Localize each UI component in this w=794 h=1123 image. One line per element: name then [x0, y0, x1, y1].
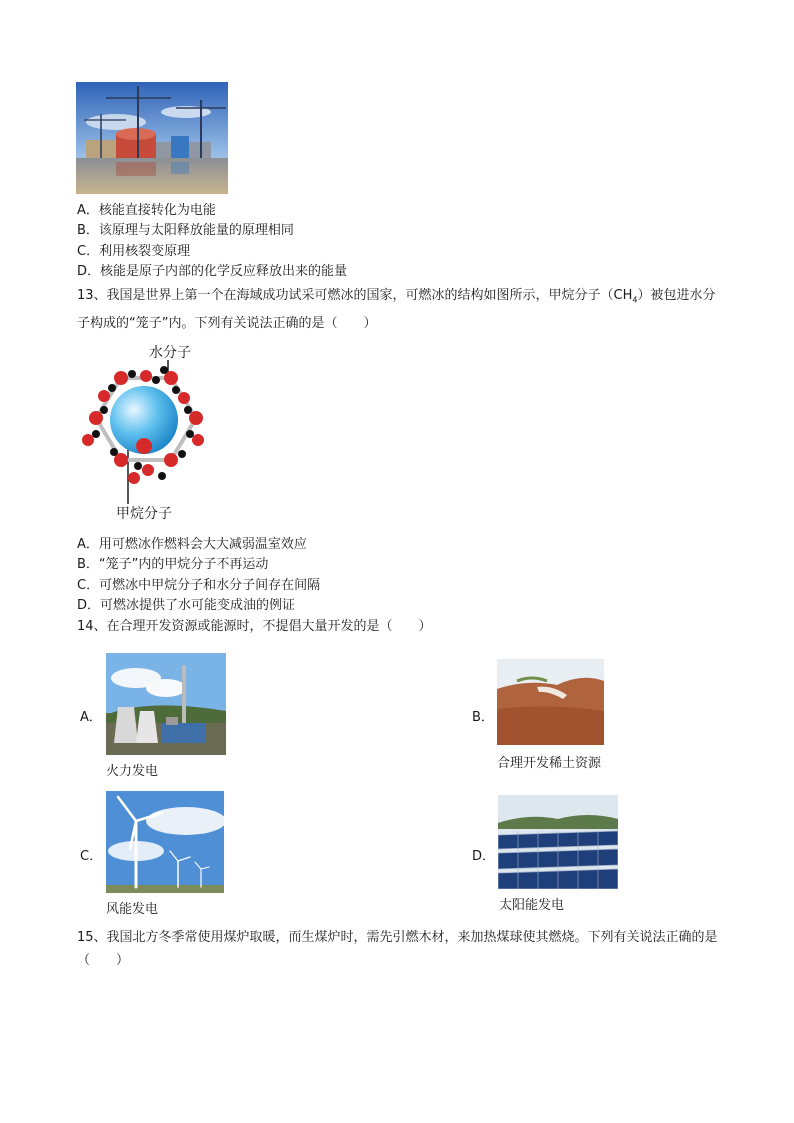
q13-option-c: C．可燃冰中甲烷分子和水分子间存在间隔 [77, 578, 321, 593]
solar-power-photo [498, 795, 618, 889]
wind-power-photo [106, 791, 224, 893]
nuclear-plant-photo [76, 82, 228, 194]
q14-stem: 14、在合理开发资源或能源时，不提倡大量开发的是（ ） [77, 619, 432, 634]
methane-hydrate-diagram [76, 338, 216, 523]
q12-option-b: B．该原理与太阳释放能量的原理相同 [77, 223, 294, 238]
q13-option-b: B．“笼子”内的甲烷分子不再运动 [77, 557, 269, 572]
diagram-label-water-molecule: 水分子 [149, 345, 191, 361]
q12-option-a: A．核能直接转化为电能 [77, 203, 216, 218]
q13-stem-subscript: 4 [632, 295, 638, 305]
q14-choice-d-letter: D． [472, 849, 496, 864]
q14-choice-c-caption: 风能发电 [106, 902, 159, 917]
q14-choice-a-letter: A． [80, 710, 102, 725]
q14-choice-b-caption: 合理开发稀土资源 [497, 756, 602, 771]
q14-choice-a-caption: 火力发电 [106, 764, 159, 779]
q14-choice-b-letter: B． [472, 710, 494, 725]
q13-option-d: D．可燃冰提供了水可能变成油的例证 [77, 598, 296, 613]
diagram-label-methane-molecule: 甲烷分子 [116, 506, 172, 522]
q12-option-d: D．核能是原子内部的化学反应释放出来的能量 [77, 264, 348, 279]
q13-stem-part1: 13、我国是世界上第一个在海域成功试采可燃冰的国家，可燃冰的结构如图所示，甲烷分子（CH [77, 288, 633, 303]
q14-choice-c-letter: C． [80, 849, 103, 864]
q13-option-a: A．用可燃冰作燃料会大大减弱温室效应 [77, 537, 307, 552]
q13-stem-part2: ）被包进水分子构成的“笼子”内。下列有关说法正确的是（ ） [77, 288, 716, 331]
rare-earth-photo [497, 659, 604, 745]
q14-choice-d-caption: 太阳能发电 [499, 898, 565, 913]
q12-option-c: C．利用核裂变原理 [77, 244, 191, 259]
q15-stem: 15、我国北方冬季常使用煤炉取暖，而生煤炉时，需先引燃木材，来加热煤球使其燃烧。下列有关说法正确的是（ ） [77, 930, 718, 968]
thermal-power-photo [106, 653, 226, 755]
q13-stem [77, 284, 727, 335]
